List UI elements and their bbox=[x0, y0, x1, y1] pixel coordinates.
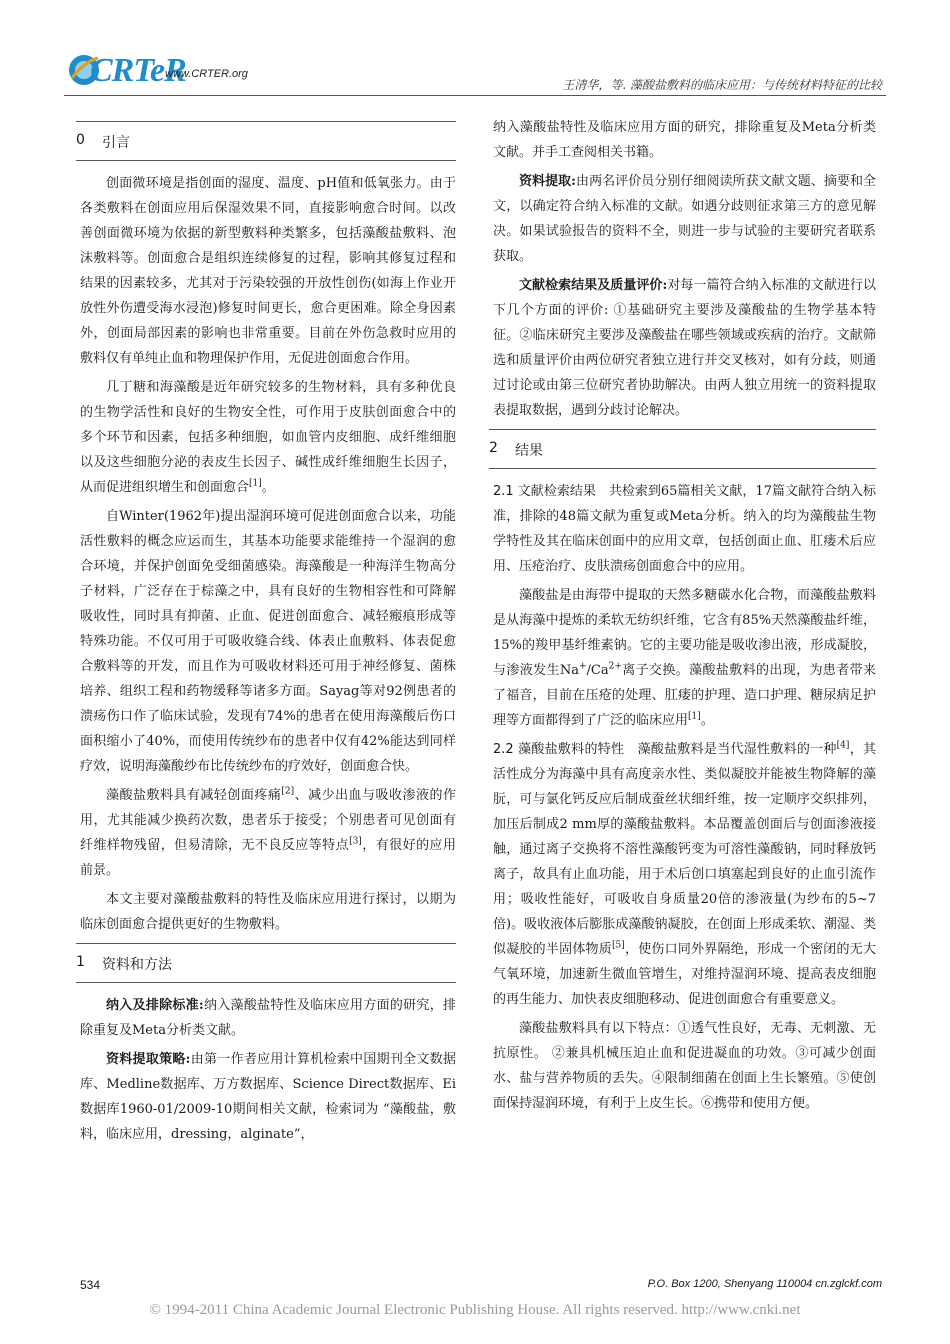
journal-logo-text: CRTeR bbox=[90, 52, 186, 89]
section-number: 1 bbox=[76, 954, 85, 970]
left-column bbox=[76, 115, 456, 1151]
section-1-heading bbox=[76, 943, 456, 983]
paragraph: 资料提取:由两名评价员分别仔细阅读所获文献文题、摘要和全文，以确定符合纳入标准的文献。如遇分歧则征求第三方的意见解决。如果试验报告的资料不全，则进一步与试验的主要研究者联系获取。 bbox=[493, 174, 876, 264]
citation[interactable]: [4] bbox=[836, 740, 850, 751]
section-title: 结果 bbox=[515, 443, 543, 459]
paragraph-label: 纳入及排除标准: bbox=[106, 998, 204, 1013]
journal-url[interactable]: www.CRTER.org bbox=[165, 68, 248, 80]
subsection-label: 2.1 文献检索结果 bbox=[493, 484, 596, 499]
copyright-notice: © 1994-2011 China Academic Journal Electronic Publishing House. All rights reserved. http://www.cnki.net bbox=[149, 1302, 801, 1318]
section-0-heading bbox=[76, 121, 456, 161]
paragraph: 纳入及排除标准:纳入藻酸盐特性及临床应用方面的研究，排除重复及Meta分析类文献。 bbox=[80, 998, 456, 1038]
paragraph: 藻酸盐敷料具有以下特点：①透气性良好，无毒、无刺激、无抗原性。 ②兼具机械压迫止血和促进凝血的功效。③可减少创面水、盐与营养物质的丢失。④限制细菌在创面上生长繁殖。⑤使创面保持湿润环境，有利于上皮生长。⑥携带和使用方便。 bbox=[493, 1021, 876, 1111]
section-title: 引言 bbox=[102, 135, 130, 151]
subsection-label: 2.2 藻酸盐敷料的特性 bbox=[493, 742, 625, 757]
paragraph: 2.2 藻酸盐敷料的特性 藻酸盐敷料是当代湿性敷料的一种[4]，其活性成分为海藻中具有高度亲水性、类似凝胶并能被生物降解的藻朊，可与氯化钙反应后制成蚕丝状细纤维，按一定顺序交织排列，加压后制成2 mm厚的藻酸盐敷料。本品覆盖创面后与创面渗液接触，通过离子交换将不溶性藻酸钙变为可溶性藻酸钠，同时释放钙离子，故具有止血功能，用于术后创口填塞起到良好的止血引流作用；吸收性能好，可吸收自身质量20倍的渗液量(为纱布的5~7倍)。吸收液体后膨胀成藻酸钠凝胶，在创面上形成柔软、潮湿、类似凝胶的半固体物质[5]，使伤口同外界隔绝，形成一个密闭的无大气氧环境，加速新生微血管增生，对维持湿润环境、提高表皮细胞的再生能力、加快表皮细胞移动、促进创面愈合有重要意义。 bbox=[493, 740, 876, 1007]
running-head: 王清华，等. 藻酸盐敷料的临床应用：与传统材料特征的比较 bbox=[562, 78, 882, 92]
section-number: 2 bbox=[489, 440, 498, 456]
paragraph: 藻酸盐敷料具有减轻创面疼痛[2]、减少出血与吸收渗液的作用，尤其能减少换药次数，患者乐于接受；个别患者可见创面有纤维样物残留，但易清除，无不良反应等特点[3]，有很好的应用前景。 bbox=[80, 786, 456, 878]
paragraph: 自Winter(1962年)提出湿润环境可促进创面愈合以来，功能活性敷料的概念应运而生，其基本功能要求能维持一个湿润的愈合环境，并保护创面免受细菌感染。海藻酸是一种海洋生物高分子材料，广泛存在于棕藻之中，具有良好的生物相容性和可降解吸收性，同时具有抑菌、止血、促进创面愈合、减轻瘢痕形成等特殊功能。不仅可用于可吸收缝合线、体表止血敷料、体表促愈合敷料等的开发，而且作为可吸收材料还可用于神经修复、菌株培养、组织工程和药物缓释等诸多方面。Sayag等对92例患者的溃疡伤口作了临床试验，发现有74%的患者在使用海藻酸后伤口面积缩小了40%，而使用传统纱布的患者中仅有42%能达到同样疗效，说明海藻酸纱布比传统纱布的疗效好，创面愈合快。 bbox=[80, 509, 456, 774]
paragraph-label: 文献检索结果及质量评价: bbox=[519, 278, 668, 293]
right-column bbox=[489, 115, 876, 1120]
citation[interactable]: [2] bbox=[281, 786, 295, 797]
page-number: 534 bbox=[80, 1278, 101, 1292]
section-2-heading bbox=[489, 429, 876, 469]
citation[interactable]: [3] bbox=[349, 836, 362, 847]
paragraph-label: 资料提取: bbox=[519, 174, 576, 189]
citation[interactable]: [5] bbox=[612, 940, 625, 951]
header-rule bbox=[64, 95, 886, 96]
paragraph-label: 资料提取策略: bbox=[106, 1052, 191, 1067]
journal-address: P.O. Box 1200, Shenyang 110004 cn.zglckf.com bbox=[647, 1278, 882, 1290]
citation[interactable]: [1] bbox=[688, 711, 701, 722]
section-number: 0 bbox=[76, 132, 85, 148]
paragraph: 2.1 文献检索结果 共检索到65篇相关文献，17篇文献符合纳入标准，排除的48篇文献为重复或Meta分析。纳入的均为藻酸盐生物学特性及其在临床创面中的应用文章，包括创面止血、肛瘘术后应用、压疮治疗、皮肤溃疡创面愈合中的应用。 bbox=[493, 484, 876, 574]
section-title: 资料和方法 bbox=[102, 957, 172, 973]
paragraph: 资料提取策略:由第一作者应用计算机检索中国期刊全文数据库、Medline数据库、万方数据库、Science Direct数据库、Ei数据库1960-01/2009-10期间相关文献，检索词为 “藻酸盐，敷料，临床应用，dressing，alginate”， bbox=[80, 1052, 456, 1142]
paragraph: 文献检索结果及质量评价:对每一篇符合纳入标准的文献进行以下几个方面的评价: ①基础研究主要涉及藻酸盐的生物学基本特征。②临床研究主要涉及藻酸盐在哪些领域或疾病的治疗。文献筛选和质量评价由两位研究者独立进行并交叉核对，如有分歧，则通过讨论或由第三位研究者协助解决。由两人独立用统一的资料提取表提取数据，遇到分歧讨论解决。 bbox=[493, 278, 876, 418]
paragraph: 纳入藻酸盐特性及临床应用方面的研究，排除重复及Meta分析类文献。并手工查阅相关书籍。 bbox=[493, 120, 876, 160]
citation[interactable]: [1] bbox=[249, 478, 262, 489]
paragraph: 创面微环境是指创面的湿度、温度、pH值和低氧张力。由于各类敷料在创面应用后保湿效果不同，直接影响愈合时间。以改善创面微环境为依据的新型敷料种类繁多，包括藻酸盐敷料、泡沫敷料等。创面愈合是组织连续修复的过程，影响其修复过程和结果的因素较多，尤其对于污染较强的开放性创伤(如海上作业开放性外伤遭受海水浸泡)修复时间更长，愈合更困难。除全身因素外，创面局部因素的影响也非常重要。目前在外伤急救时应用的敷料仅有单纯止血和物理保护作用，无促进创面愈合作用。 bbox=[80, 176, 456, 366]
paragraph: 本文主要对藻酸盐敷料的特性及临床应用进行探讨，以期为临床创面愈合提供更好的生物敷料。 bbox=[80, 892, 456, 932]
paragraph: 藻酸盐是由海带中提取的天然多糖碳水化合物，而藻酸盐敷料是从海藻中提炼的柔软无纺织纤维，它含有85%天然藻酸盐纤维，15%的羧甲基纤维素钠。它的主要功能是吸收渗出液，形成凝胶，与渗液发生$Na^+/Ca^{2+}$离子交换。藻酸盐敷料的出现，为患者带来了福音，目前在压疮的处理、肛瘘的护理、造口护理、糖尿病足护理等方面都得到了广泛的临床应用[1]。 bbox=[493, 588, 876, 728]
paragraph: 几丁糖和海藻酸是近年研究较多的生物材料，具有多种优良的生物学活性和良好的生物安全性，可作用于皮肤创面愈合中的多个环节和因素，包括多种细胞，如血管内皮细胞、成纤维细胞以及这些细胞分泌的表皮生长因子、碱性成纤维细胞生长因子，从而促进组织增生和创面愈合[1]。 bbox=[80, 380, 456, 495]
